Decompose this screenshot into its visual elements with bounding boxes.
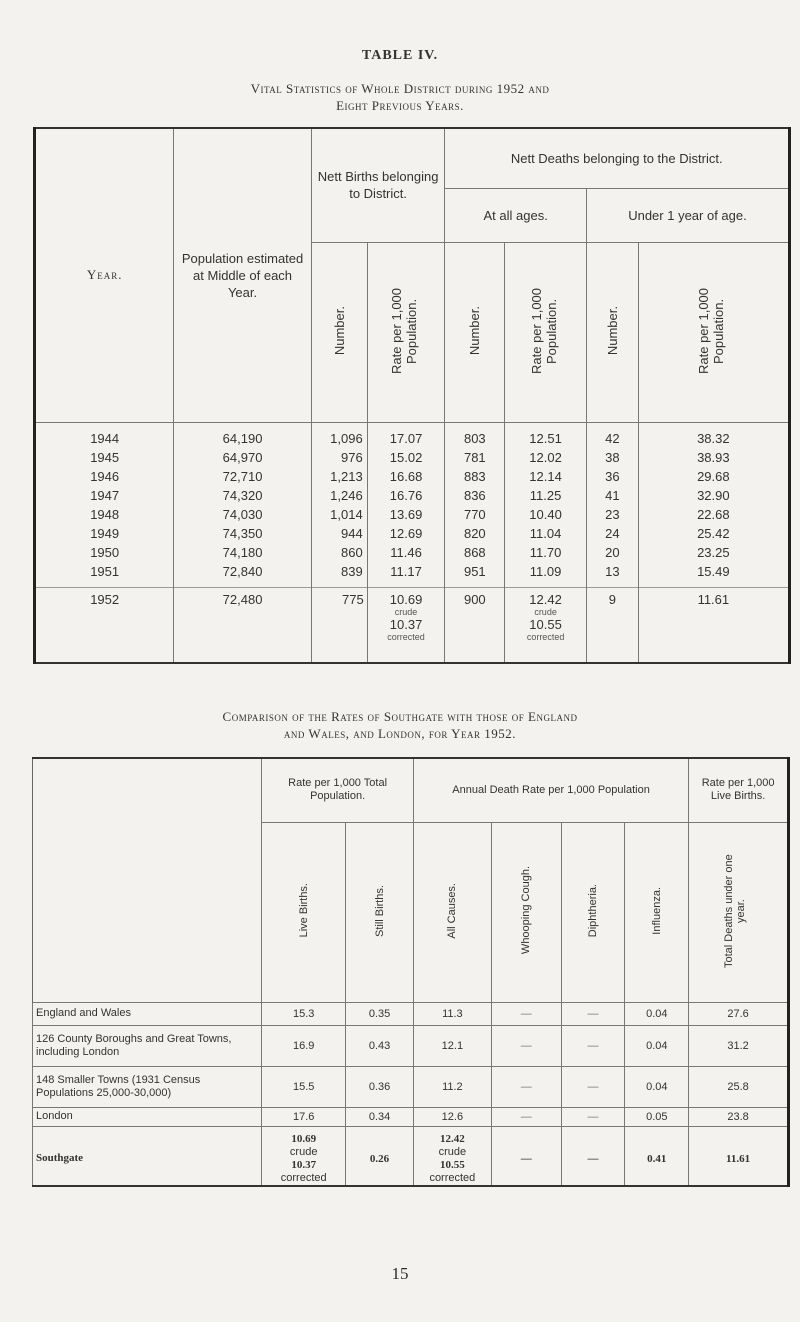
cell-influenza: 0.04: [625, 1066, 689, 1107]
cell-birth-rate: 11.17: [367, 562, 445, 581]
cell-still: 0.43: [346, 1025, 414, 1066]
cell-still: 0.35: [346, 1002, 414, 1025]
cell-infant-rate: 11.61: [638, 587, 789, 663]
live-crude: 10.69: [291, 1132, 317, 1145]
cell-births: 1,014: [311, 505, 367, 524]
table-row: [35, 524, 790, 543]
header-infant-rate: Rate per 1,000 Population.: [696, 287, 727, 374]
header-diphtheria: Diphtheria.: [586, 883, 599, 938]
header-rate-live: Rate per 1,000 Live Births.: [689, 758, 789, 822]
cell-infant: 11.61: [689, 1126, 789, 1186]
crude-label: crude: [438, 1145, 467, 1158]
death-rate-crude: 12.42: [529, 591, 562, 607]
cell-infant-rate: 23.25: [638, 543, 789, 562]
cell-infant: 41: [586, 486, 638, 505]
table-title: TABLE IV.: [361, 48, 439, 63]
cell-birth-rate: 17.07: [367, 429, 445, 448]
cell-infant-rate: 15.49: [638, 562, 789, 581]
header-rate-total: Rate per 1,000 Total Population.: [262, 758, 414, 822]
cell-infant: 38: [586, 448, 638, 467]
cell-births: 976: [311, 448, 367, 467]
cell-deaths: 868: [445, 543, 505, 562]
page-number: 15: [391, 1264, 409, 1283]
cell-death-rate: 11.04: [505, 524, 587, 543]
table-row: [33, 1066, 789, 1107]
header-births-rate: Rate per 1,000 Population.: [389, 287, 420, 374]
cell-infant-rate: 22.68: [638, 505, 789, 524]
cell-deaths: 883: [445, 467, 505, 486]
cell-infant: 23: [586, 505, 638, 524]
header-infant-deaths: Total Deaths under one year.: [723, 853, 748, 968]
cell-births: 944: [311, 524, 367, 543]
cell-birth-rate: 15.02: [367, 448, 445, 467]
cell-deaths: 951: [445, 562, 505, 581]
cell-births: 1,246: [311, 486, 367, 505]
cell-year: 1950: [35, 543, 174, 562]
cell-influenza: 0.04: [625, 1025, 689, 1066]
cell-whooping: —: [491, 1107, 561, 1126]
header-births-number: Number.: [331, 305, 347, 356]
header-deaths-rate: Rate per 1,000 Population.: [528, 287, 559, 374]
cell-infant: 13: [586, 562, 638, 581]
header-deaths-number: Number.: [467, 305, 483, 356]
table-row: [35, 562, 790, 581]
cell-diphtheria: —: [561, 1025, 625, 1066]
cell-death-rate: 12.02: [505, 448, 587, 467]
cell-birth-rate: 16.76: [367, 486, 445, 505]
all-corrected: 10.55: [440, 1158, 465, 1171]
cell-whooping: —: [491, 1025, 561, 1066]
header-infant-number: Number.: [604, 305, 620, 356]
birth-rate-corrected: 10.37: [389, 616, 423, 632]
crude-label: crude: [534, 606, 557, 617]
cell-whooping: —: [491, 1126, 561, 1186]
header-all-ages: At all ages.: [445, 188, 587, 242]
table-row: [35, 467, 790, 486]
cell-births: 1,213: [311, 467, 367, 486]
cell-infant: 23.8: [689, 1107, 789, 1126]
cell-year: 1946: [35, 467, 174, 486]
cell-whooping: —: [491, 1002, 561, 1025]
row-label: 126 County Boroughs and Great Towns, including London: [33, 1025, 262, 1066]
comparison-line-2: and Wales, and London, for Year 1952.: [283, 726, 517, 741]
cell-still: 0.34: [346, 1107, 414, 1126]
cell-diphtheria: —: [561, 1107, 625, 1126]
cell-live: [262, 1126, 346, 1186]
header-year: Year.: [35, 128, 174, 422]
cell-death-rate: [505, 587, 587, 663]
cell-population: 74,030: [174, 505, 312, 524]
cell-diphtheria: —: [561, 1002, 625, 1025]
comparison-title: [0, 708, 800, 742]
header-all-causes: All Causes.: [446, 882, 459, 939]
corrected-label: corrected: [387, 631, 425, 642]
table-row-southgate: [33, 1126, 789, 1186]
cell-year: 1949: [35, 524, 174, 543]
cell-death-rate: 11.70: [505, 543, 587, 562]
cell-influenza: 0.04: [625, 1002, 689, 1025]
cell-deaths: 781: [445, 448, 505, 467]
header-births: Nett Births belonging to District.: [311, 128, 445, 242]
cell-infant: 20: [586, 543, 638, 562]
cell-death-rate: 10.40: [505, 505, 587, 524]
header-deaths: Nett Deaths belonging to the District.: [445, 128, 790, 188]
subtitle-line-2: Eight Previous Years.: [336, 98, 464, 113]
cell-birth-rate: [367, 587, 445, 663]
cell-influenza: 0.41: [625, 1126, 689, 1186]
table-row-1952: [35, 587, 790, 663]
cell-year: 1944: [35, 429, 174, 448]
cell-infant: 31.2: [689, 1025, 789, 1066]
cell-live: 16.9: [262, 1025, 346, 1066]
table-row: [35, 543, 790, 562]
table-row: [33, 1002, 789, 1025]
cell-infant: 9: [586, 587, 638, 663]
cell-diphtheria: —: [561, 1066, 625, 1107]
cell-birth-rate: 16.68: [367, 467, 445, 486]
cell-population: 72,710: [174, 467, 312, 486]
cell-population: 64,190: [174, 429, 312, 448]
cell-infant-rate: 25.42: [638, 524, 789, 543]
comparison-table: [32, 757, 790, 1187]
header-population: Population estimated at Middle of each Year.: [174, 128, 312, 422]
cell-infant: 42: [586, 429, 638, 448]
cell-births: 839: [311, 562, 367, 581]
cell-deaths: 820: [445, 524, 505, 543]
cell-year: 1951: [35, 562, 174, 581]
cell-infant: 36: [586, 467, 638, 486]
cell-infant: 27.6: [689, 1002, 789, 1025]
death-rate-corrected: 10.55: [529, 616, 562, 632]
cell-infant: 25.8: [689, 1066, 789, 1107]
header-under-1: Under 1 year of age.: [586, 188, 789, 242]
table-row: [35, 429, 790, 448]
row-label: Southgate: [33, 1126, 262, 1186]
table-row: [35, 486, 790, 505]
header-live-births: Live Births.: [297, 883, 310, 938]
cell-year: 1945: [35, 448, 174, 467]
live-corrected: 10.37: [291, 1158, 317, 1171]
cell-all-causes: 11.3: [413, 1002, 491, 1025]
cell-infant-rate: 32.90: [638, 486, 789, 505]
cell-population: 64,970: [174, 448, 312, 467]
comparison-line-1: Comparison of the Rates of Southgate with those of England: [222, 709, 578, 724]
cell-infant-rate: 38.32: [638, 429, 789, 448]
table-row: [33, 1025, 789, 1066]
header-annual-death: Annual Death Rate per 1,000 Population: [413, 758, 688, 822]
cell-year: 1947: [35, 486, 174, 505]
row-label: London: [33, 1107, 262, 1126]
birth-rate-crude: 10.69: [389, 591, 423, 607]
cell-death-rate: 12.51: [505, 429, 587, 448]
cell-deaths: 900: [445, 587, 505, 663]
cell-year: 1948: [35, 505, 174, 524]
cell-birth-rate: 13.69: [367, 505, 445, 524]
header-influenza: Influenza.: [650, 886, 663, 935]
cell-still: 0.26: [346, 1126, 414, 1186]
header-still-births: Still Births.: [373, 884, 386, 937]
corrected-label: corrected: [280, 1171, 327, 1184]
cell-birth-rate: 12.69: [367, 524, 445, 543]
vital-statistics-table: [33, 127, 791, 664]
cell-all-causes: 12.1: [413, 1025, 491, 1066]
table-subtitle: [0, 80, 800, 114]
cell-population: 72,480: [174, 587, 312, 663]
cell-live: 17.6: [262, 1107, 346, 1126]
row-label: 148 Smaller Towns (1931 Census Populations 25,000-30,000): [33, 1066, 262, 1107]
cell-year: 1952: [35, 587, 174, 663]
cell-live: 15.5: [262, 1066, 346, 1107]
cell-whooping: —: [491, 1066, 561, 1107]
table-row: [35, 448, 790, 467]
cell-still: 0.36: [346, 1066, 414, 1107]
cell-influenza: 0.05: [625, 1107, 689, 1126]
corrected-label: corrected: [429, 1171, 476, 1184]
cell-birth-rate: 11.46: [367, 543, 445, 562]
cell-death-rate: 11.09: [505, 562, 587, 581]
cell-population: 74,180: [174, 543, 312, 562]
header-whooping: Whooping Cough.: [520, 866, 533, 955]
cell-deaths: 770: [445, 505, 505, 524]
cell-infant-rate: 29.68: [638, 467, 789, 486]
all-crude: 12.42: [440, 1132, 465, 1145]
crude-label: crude: [394, 606, 418, 617]
cell-all-causes: [413, 1126, 491, 1186]
cell-births: 775: [311, 587, 367, 663]
corrected-label: corrected: [526, 631, 565, 642]
cell-live: 15.3: [262, 1002, 346, 1025]
cell-births: 1,096: [311, 429, 367, 448]
cell-diphtheria: —: [561, 1126, 625, 1186]
cell-all-causes: 11.2: [413, 1066, 491, 1107]
cell-death-rate: 12.14: [505, 467, 587, 486]
cell-births: 860: [311, 543, 367, 562]
crude-label: crude: [289, 1145, 318, 1158]
subtitle-line-1: Vital Statistics of Whole District during 1952 and: [250, 81, 550, 96]
cell-population: 74,320: [174, 486, 312, 505]
cell-infant: 24: [586, 524, 638, 543]
cell-population: 74,350: [174, 524, 312, 543]
cell-all-causes: 12.6: [413, 1107, 491, 1126]
table-row: [35, 505, 790, 524]
cell-population: 72,840: [174, 562, 312, 581]
cell-deaths: 803: [445, 429, 505, 448]
table-row: [33, 1107, 789, 1126]
cell-death-rate: 11.25: [505, 486, 587, 505]
row-label: England and Wales: [33, 1002, 262, 1025]
cell-infant-rate: 38.93: [638, 448, 789, 467]
cell-deaths: 836: [445, 486, 505, 505]
